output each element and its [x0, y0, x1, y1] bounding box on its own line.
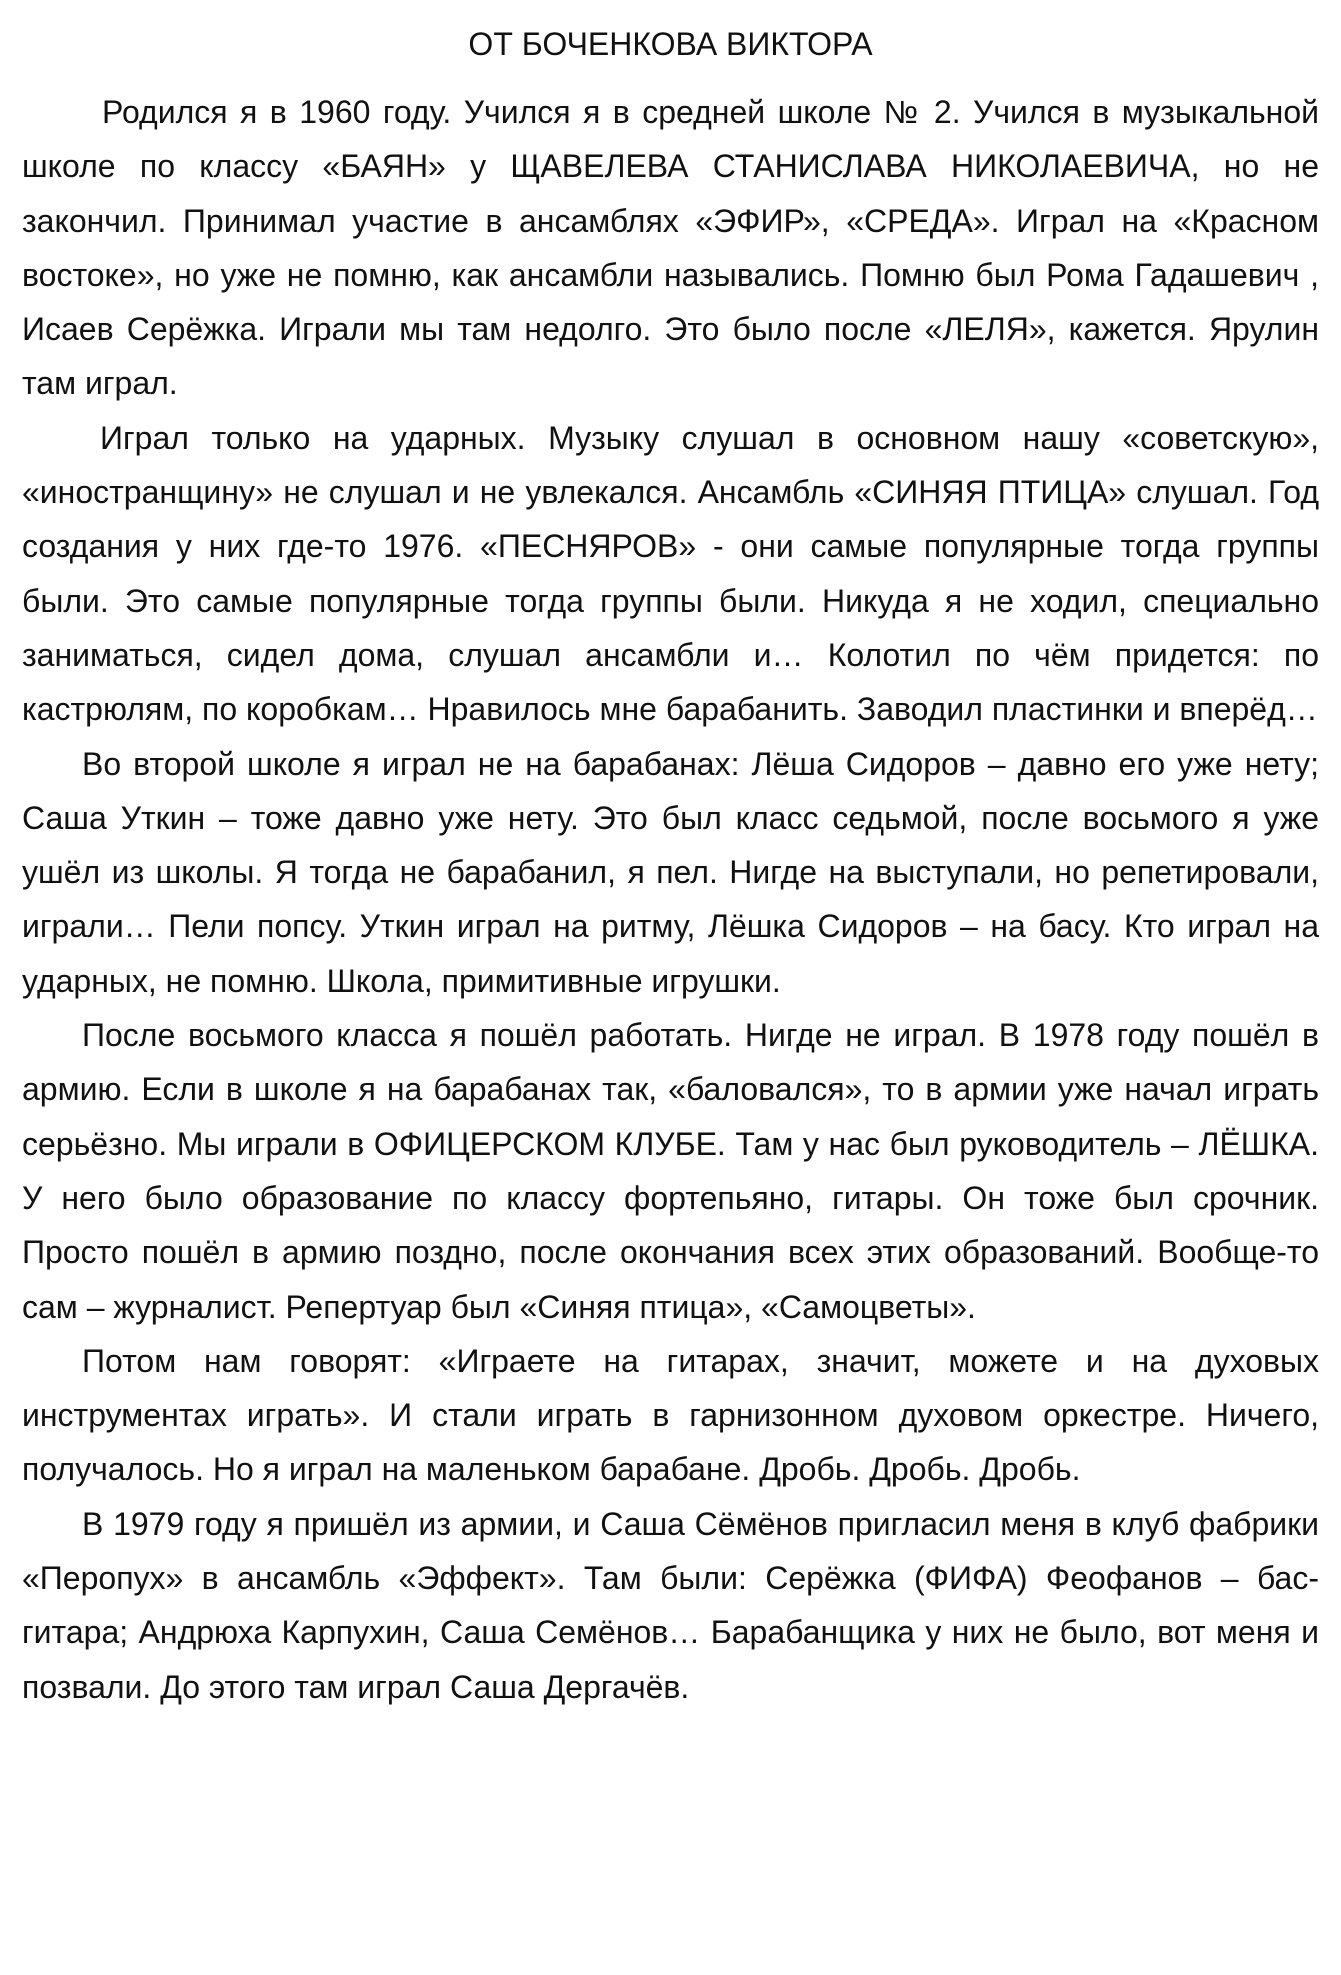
document-body: [22, 85, 1319, 1714]
paragraph-2: Играл только на ударных. Музыку слушал в основном нашу «советскую», «иностранщину» не слушал и не увлекался. Ансамбль «СИНЯЯ ПТИЦА» слушал. Год создания у них где-то 1976. «ПЕСНЯРОВ» - они самые популярные тогда группы были. Это самые популярные тогда группы были. Никуда я не ходил, специально заниматься, сидел дома, слушал ансамбли и… Колотил по чём придется: по кастрюлям, по коробкам… Нравилось мне барабанить. Заводил пластинки и вперёд…: [22, 419, 1319, 728]
paragraph-6: В 1979 году я пришёл из армии, и Саша Сёмёнов пригласил меня в клуб фабрики «Перопух» в ансамбль «Эффект». Там были: Серёжка (ФИФА) Феофанов – бас-гитара; Андрюха Карпухин, Саша Семёнов… Барабанщика у них не было, вот меня и позвали. До этого там играл Саша Дергачёв.: [22, 1505, 1319, 1705]
paragraph-3: Во второй школе я играл не на барабанах: Лёша Сидоров – давно его уже нету; Саша Уткин – тоже давно уже нету. Это был класс седьмой, после восьмого я уже ушёл из школы. Я тогда не барабанил, я пел. Нигде на выступали, но репетировали, играли… Пели попсу. Уткин играл на ритму, Лёшка Сидоров – на басу. Кто играл на ударных, не помню. Школа, примитивные игрушки.: [22, 745, 1319, 999]
document-title: ОТ БОЧЕНКОВА ВИКТОРА: [468, 26, 873, 62]
paragraph-4: После восьмого класса я пошёл работать. Нигде не играл. В 1978 году пошёл в армию. Если в школе я на барабанах так, «баловался», то в армии уже начал играть серьёзно. Мы играли в ОФИЦЕРСКОМ КЛУБЕ. Там у нас был руководитель – ЛЁШКА. У него было образование по классу фортепьяно, гитары. Он тоже был срочник. Просто пошёл в армию поздно, после окончания всех этих образований. Вообще-то сам – журналист. Репертуар был «Синяя птица», «Самоцветы».: [22, 1017, 1319, 1325]
paragraph-5: Потом нам говорят: «Играете на гитарах, значит, можете и на духовых инструментах играть». И стали играть в гарнизонном духовом оркестре. Ничего, получалось. Но я играл на маленьком барабане. Дробь. Дробь. Дробь.: [22, 1342, 1319, 1488]
paragraph-1: Родился я в 1960 году. Учился я в средней школе № 2. Учился в музыкальной школе по классу «БАЯН» у ЩАВЕЛЕВА СТАНИСЛАВА НИКОЛАЕВИЧА, но не закончил. Принимал участие в ансамблях «ЭФИР», «СРЕДА». Играл на «Красном востоке», но уже не помню, как ансамбли назывались. Помню был Рома Гадашевич , Исаев Серёжка. Играли мы там недолго. Это было после «ЛЕЛЯ», кажется. Ярулин там играл.: [22, 94, 1319, 402]
